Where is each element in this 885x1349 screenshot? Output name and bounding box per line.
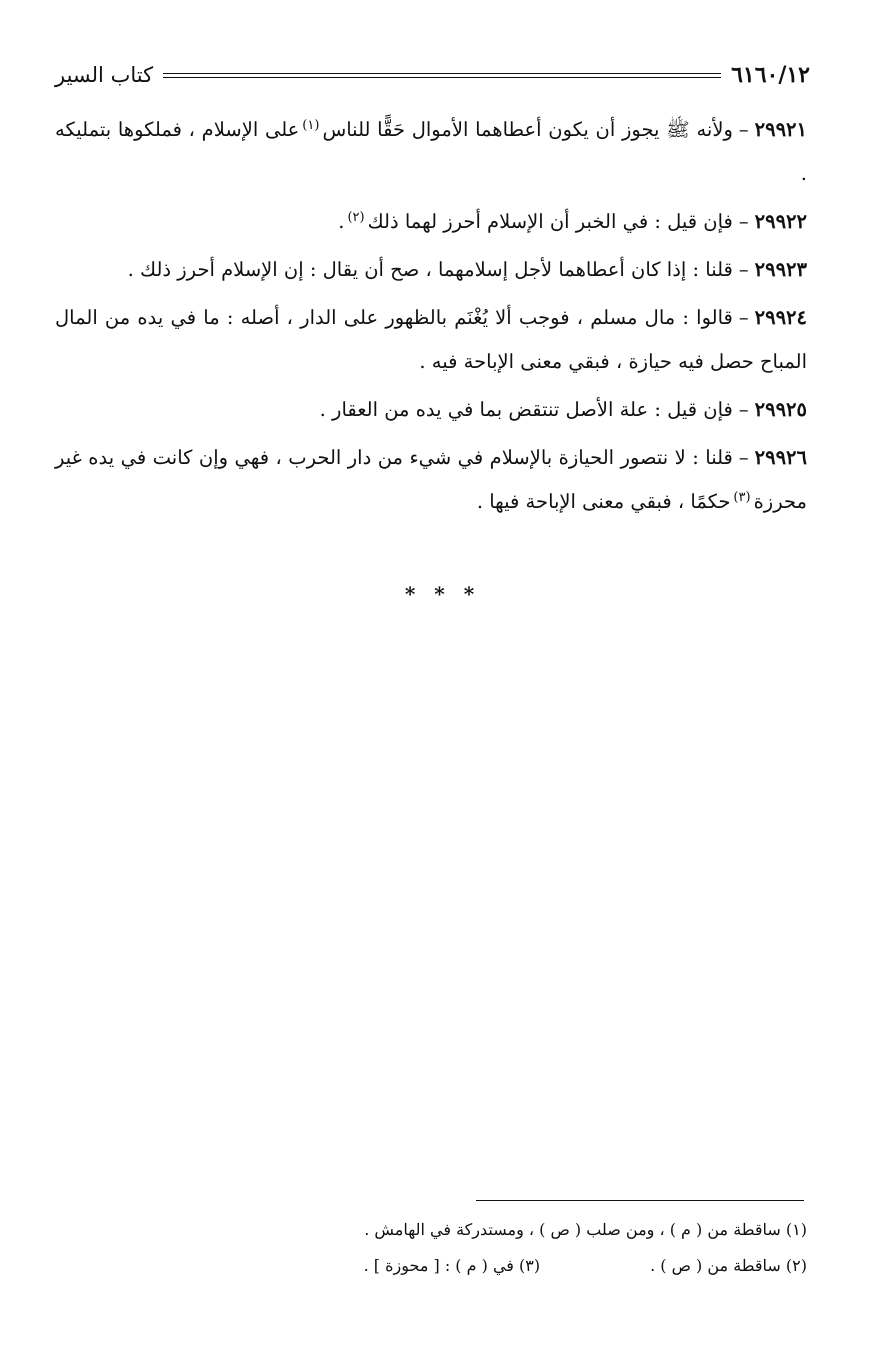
footnote-line-1 — [150, 1212, 807, 1248]
paragraph-text: فإن قيل : علة الأصل تنتقض بما في يده من العقار . — [319, 398, 733, 421]
paragraph-text-cont: حكمًا ، فبقي معنى الإباحة فيها . — [476, 490, 731, 513]
footnote-marker: (٣) — [733, 489, 751, 505]
paragraph: ٢٩٩٢٣–قلنا : إذا كان أعطاهما لأجل إسلامهما ، صح أن يقال : إن الإسلام أحرز ذلك . — [127, 258, 807, 281]
paragraph: ٢٩٩٢٦–قلنا : لا نتصور الحيازة بالإسلام في شيء من دار الحرب ، فهي وإن كانت في يده غير محرزة$^{(٣)}$حكمًا ، فبقي معنى الإباحة فيها . — [55, 446, 807, 513]
paragraph-text: قالوا : مال مسلم ، فوجب ألا يُغْنَم بالظهور على الدار ، أصله : ما في يده من المال المباح حصل فيه حيازة ، فبقي معنى الإباحة فيه . — [55, 306, 807, 373]
paragraph-number: ٢٩٩٢٣ — [754, 258, 807, 281]
paragraph: ٢٩٩٢٤–قالوا : مال مسلم ، فوجب ألا يُغْنَم بالظهور على الدار ، أصله : ما في يده من المال المباح حصل فيه حيازة ، فبقي معنى الإباحة فيه . — [55, 306, 807, 373]
section-separator: * * * — [404, 582, 481, 606]
footnotes — [150, 1212, 807, 1284]
footnote-1: (١) ساقطة من ( م ) ، ومن صلب ( ص ) ، ومستدركة في الهامش . — [364, 1220, 807, 1239]
paragraph: ٢٩٩٢٥–فإن قيل : علة الأصل تنتقض بما في يده من العقار . — [319, 398, 807, 421]
paragraph-number: ٢٩٩٢٢ — [754, 210, 807, 233]
footnote-3: (٣) في ( م ) : [ محوزة ] . — [363, 1256, 541, 1275]
footnote-marker: (١) — [302, 117, 320, 133]
paragraph-text: ولأنه ﷺ يجوز أن يكون أعطاهما الأموال حَقًّا للناس — [322, 118, 733, 141]
paragraph-text-cont: على الإسلام ، فملكوها بتمليكه . — [55, 118, 807, 185]
footnote-rule — [476, 1200, 804, 1201]
paragraph: ٢٩٩٢٢–فإن قيل : في الخبر أن الإسلام أحرز لهما ذلك$^{(٢)}$. — [338, 209, 807, 233]
paragraph-number: ٢٩٩٢٦ — [754, 446, 807, 469]
footnote-marker: (٢) — [347, 209, 365, 225]
paragraph-text-cont: . — [338, 210, 345, 233]
paragraph-number: ٢٩٩٢١ — [754, 118, 807, 141]
paragraph-number: ٢٩٩٢٤ — [754, 306, 807, 329]
paragraph-text: قلنا : لا نتصور الحيازة بالإسلام في شيء من دار الحرب ، فهي وإن كانت في يده غير محرزة — [55, 446, 807, 513]
paragraph-text: فإن قيل : في الخبر أن الإسلام أحرز لهما ذلك — [367, 210, 733, 233]
page-header — [55, 60, 810, 90]
main-text — [55, 108, 807, 528]
header-rule — [163, 73, 721, 78]
book-title: كتاب السير — [55, 63, 154, 87]
footnote-2: (٢) ساقطة من ( ص ) . — [650, 1256, 807, 1275]
paragraph: ٢٩٩٢١–ولأنه ﷺ يجوز أن يكون أعطاهما الأموال حَقًّا للناس$^{(١)}$على الإسلام ، فملكوها بتمليكه . — [55, 117, 807, 185]
paragraph-number: ٢٩٩٢٥ — [754, 398, 807, 421]
footnote-line-2 — [150, 1248, 807, 1284]
paragraph-text: قلنا : إذا كان أعطاهما لأجل إسلامهما ، صح أن يقال : إن الإسلام أحرز ذلك . — [127, 258, 733, 281]
page-number: ٦١٦٠/١٢ — [731, 62, 810, 88]
